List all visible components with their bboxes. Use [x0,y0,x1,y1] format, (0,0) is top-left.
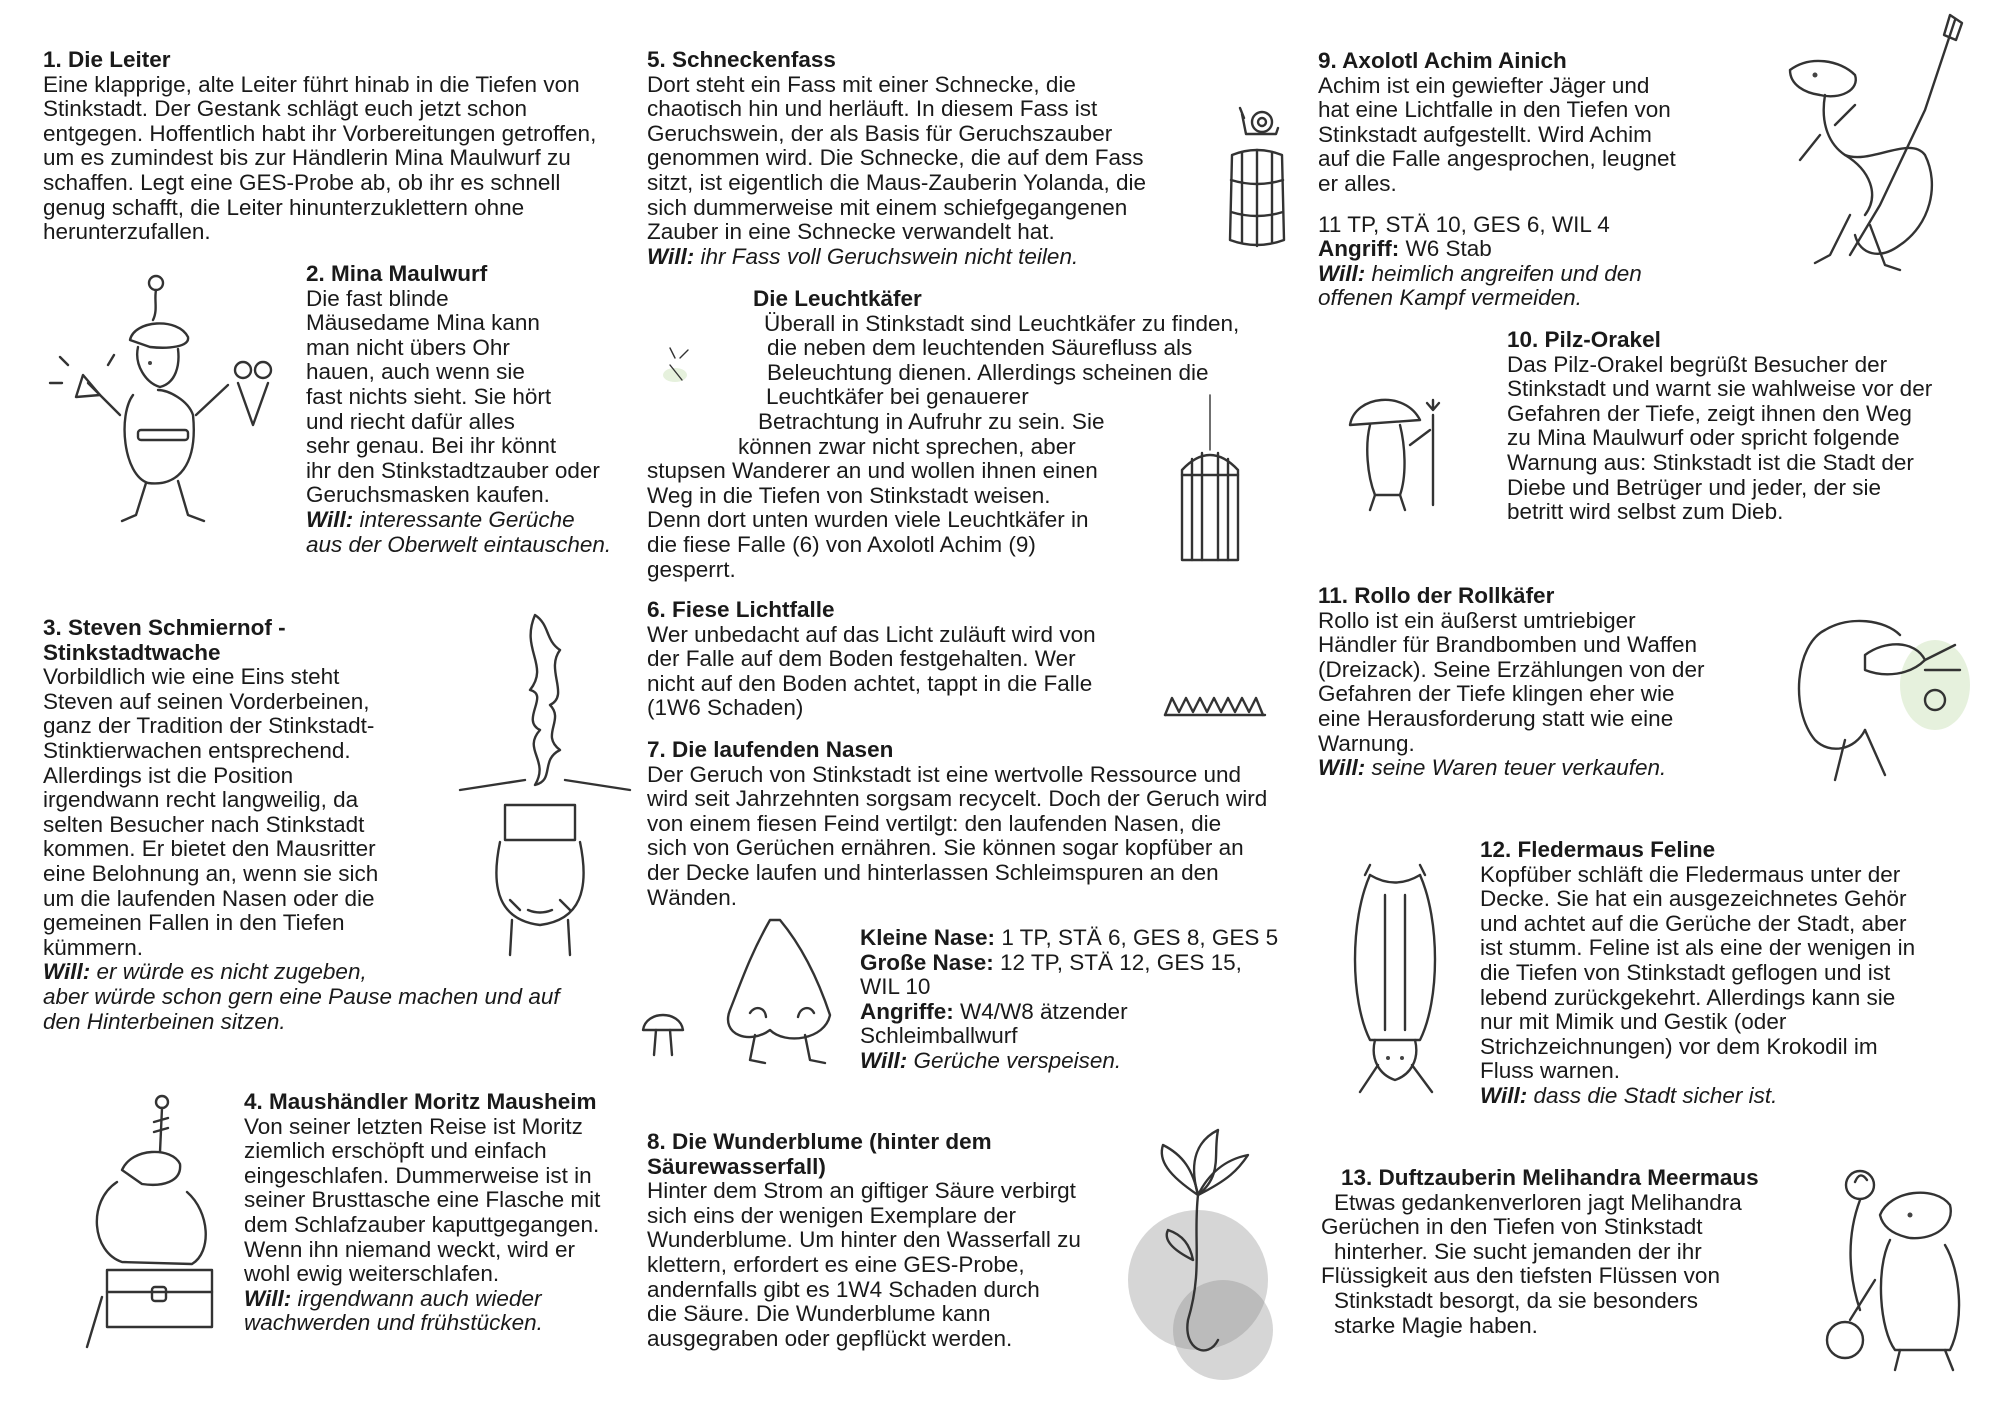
section-body: Rollo ist ein äußerst umtriebiger Händler für Brandbomben und Waffen (Dreizack). Seine Erzählungen von der Gefahren der Tiefe klingen eher wie eine Herausforderung statt wie eine Warnung. Will: seine Waren teuer verkaufen. [1318,609,1758,781]
section-title: 10. Pilz-Orakel [1507,327,1661,352]
section-body: Das Pilz-Orakel begrüßt Besucher der Stinkstadt und warnt sie wahlweise vor der Gefahren der Tiefe, zeigt ihnen den Weg zu Mina Maulwurf oder spricht folgende Warnung aus: Stinkstadt ist die Stadt der Diebe und Betrüger und jeder, der sie betritt wird selbst zum Dieb. [1507,351,1933,525]
section-title: 1. Die Leiter [43,47,171,72]
section-title: 2. Mina Maulwurf [306,261,488,286]
firefly-illustration [650,340,700,400]
section-title: 11. Rollo der Rollkäfer [1318,583,1555,608]
section-title: Die Leuchtkäfer [753,286,922,311]
snail-barrel-illustration [1222,100,1292,260]
section-body: Eine klapprige, alte Leiter führt hinab in die Tiefen von Stinkstadt. Der Gestank schlägt euch jetzt schon entgegen. Hoffentlich habt ihr Vorbereitungen getroffen, um es zumindest bis zur Händlerin Mina Maulwurf zu schaffen. Legt eine GES-Probe ab, ob ihr es schnell genug schafft, die Leiter hinunterzuklettern ohne herunterzufallen. [43,71,597,245]
stinkdog-guard-handstand-illustration [440,610,640,960]
section-7-laufende-nasen [647,738,1307,910]
section-2-mina-maulwurf [306,262,646,557]
section-title: 7. Die laufenden Nasen [647,737,894,762]
section-title: 3. Steven Schmiernof - Stinkstadtwache [43,615,286,665]
spike-trap-illustration [1160,680,1270,720]
section-5-schneckenfass [647,48,1207,269]
section-body: Dort steht ein Fass mit einer Schnecke, die chaotisch hin und herläuft. In diesem Fass ist Geruchswein, der als Basis für Geruchszauber genommen wird. Die Schnecke, die auf dem Fass sitzt, ist eigentlich die Maus-Zauberin Yolanda, die sich dummerweise mit einem schiefgegangenen Zauber in eine Schnecke verwandelt hat. Will: ihr Fass voll Geruchswein nicht teilen. [647,73,1207,270]
sleeping-mouse-on-chest-illustration [62,1092,242,1352]
will-line: Will: interessante Gerüche [306,506,575,532]
small-mushroom-illustration [638,1005,688,1060]
section-title: 13. Duftzauberin Melihandra Meermaus [1341,1165,1759,1190]
mouse-sorceress-illustration [1805,1160,1980,1375]
section-body: Etwas gedankenverloren jagt Melihandra Gerüchen in den Tiefen von Stinkstadt hinterher. Sie sucht jemanden der ihr Flüssigkeit aus den tiefsten Flüssen von Stinkstadt besorgt, da sie besonders starke Magie haben. [1321,1189,1742,1338]
section-9-axolotl-achim [1318,49,1738,311]
section-body: Wer unbedacht auf das Licht zuläuft wird von der Falle auf dem Boden festgehalten. Wer nicht auf den Boden achtet, tappt in die Falle (1W6 Schaden) [647,621,1096,721]
section-11-rollo-rollkaefer [1318,584,1758,781]
section-body: Achim ist ein gewiefter Jäger und hat eine Lichtfalle in den Tiefen von Stinkstadt aufgestellt. Wird Achim auf die Falle angesprochen, leugnet er alles. 11 TP, STÄ 10, GES 6, WIL 4 Angriff: W6 Stab Will: heimlich angreifen und den offenen Kampf vermeiden. [1318,74,1738,311]
walking-nose-illustration [710,915,855,1065]
section-1-die-leiter [43,48,643,245]
roll-beetle-illustration [1775,600,1975,790]
section-title: 6. Fiese Lichtfalle [647,597,835,622]
will-line: Will: ihr Fass voll Geruchswein nicht teilen. [647,243,1079,269]
section-title: 4. Maushändler Moritz Mausheim [244,1089,597,1114]
will-line: Will: dass die Stadt sicher ist. [1480,1082,1778,1108]
section-6-fiese-lichtfalle [647,598,1167,721]
section-7-stats: Kleine Nase: 1 TP, STÄ 6, GES 8, GES 5 Große Nase: 12 TP, STÄ 12, GES 15, WIL 10 Angriffe: W4/W8 ätzender Schleimballwurf Will: Gerüche verspeisen. [860,926,1320,1074]
will-line: Will: seine Waren teuer verkaufen. [1318,755,1667,781]
mina-mole-merchant-illustration [38,265,303,545]
mushroom-oracle-illustration [1335,385,1450,515]
section-10-pilz-orakel [1507,328,1987,525]
axolotl-with-staff-illustration [1760,15,1970,290]
hanging-cage-illustration [1170,395,1250,570]
will-line: Will: Gerüche verspeisen. [860,1047,1122,1073]
section-body: Der Geruch von Stinkstadt ist eine wertvolle Ressource und wird seit Jahrzehnten sorgsam recycelt. Doch der Geruch wird von einem fiesen Feind vertilgt: den laufenden Nasen, die sich von Gerüchen ernähren. Sie können sogar kopfüber an der Decke laufen und hinterlassen Schleimspuren an den Wänden. [647,761,1268,910]
section-8-wunderblume [647,1130,1147,1351]
section-body: Von seiner letzten Reise ist Moritz ziemlich erschöpft und einfach eingeschlafen. Dummerweise ist in seiner Brusttasche eine Flasche mit dem Schlafzauber kaputtgegangen. Wenn ihn niemand weckt, wird er wohl ewig weiterschlafen. Will: irgendwann auch wieder wachwerden und frühstücken. [244,1115,644,1336]
section-title: 9. Axolotl Achim Ainich [1318,48,1567,73]
section-13-melihandra-meermaus [1321,1165,1814,1338]
section-body: Kopfüber schläft die Fledermaus unter der Decke. Sie hat ein ausgezeichnetes Gehör und achtet auf die Gerüche der Stadt, aber ist stumm. Feline ist als eine der wenigen in die Tiefen von Stinkstadt geflogen und ist lebend zurückgekehrt. Allerdings kann sie nur mit Mimik und Gestik (oder Strichzeichnungen) vor dem Krokodil im Fluss warnen. Will: dass die Stadt sicher ist. [1480,863,1980,1109]
section-body: Hinter dem Strom an giftiger Säure verbirgt sich eins der wenigen Exemplare der Wunderblume. Um hinter den Wasserfall zu klettern, erfordert es eine GES-Probe, andernfalls gibt es 1W4 Schaden durch die Säure. Die Wunderblume kann ausgegraben oder gepflückt werden. [647,1178,1081,1351]
section-title: 12. Fledermaus Feline [1480,837,1716,862]
section-body: Überall in Stinkstadt sind Leuchtkäfer zu finden, die neben dem leuchtenden Säurefluss als Beleuchtung dienen. Allerdings scheinen die Leuchtkäfer bei genauerer Betrachtung in Aufruhr zu sein. Sie können zwar nicht sprechen, aber stupsen Wanderer an und wollen ihnen einen Weg in die Tiefen von Stinkstadt weisen. Denn dort unten wurden viele Leuchtkäfer in die fiese Falle (6) von Axolotl Achim (9) gesperrt. [647,310,1240,582]
will-line: Will: heimlich angreifen und den [1318,260,1642,286]
will-line: Will: er würde es nicht zugeben, [43,959,367,985]
section-title: 5. Schneckenfass [647,47,836,72]
section-body: Die fast blinde Mäusedame Mina kann man nicht übers Ohr hauen, auch wenn sie fast nichts sieht. Sie hört und riecht dafür alles sehr genau. Bei ihr könnt ihr den Stinkstadtzauber oder Geruchsmasken kaufen. Will: interessante Gerüche aus der Oberwelt eintauschen. [306,287,646,558]
wonderflower-illustration [1128,1120,1276,1375]
section-4-moritz-mausheim [244,1090,644,1336]
will-line: Will: irgendwann auch wieder [244,1285,542,1311]
section-body: Vorbildlich wie eine Eins steht Steven auf seinen Vorderbeinen, ganz der Tradition der Stinkstadt- Stinktierwachen entsprechend. Allerdings ist die Position irgendwann recht langweilig, da selten Besucher nach Stinkstadt kommen. Er bietet den Mausritter eine Belohnung an, wenn sie sich um die laufenden Nasen oder die gemeinen Fallen in den Tiefen kümmern. Will: er würde es nicht zugeben, aber würde schon gern eine Pause machen und auf den Hinterbeinen sitzen. [43,665,603,1034]
section-title: 8. Die Wunderblume (hinter dem Säurewasserfall) [647,1129,992,1179]
section-12-fledermaus-feline [1480,838,1980,1109]
hanging-bat-illustration [1340,860,1450,1100]
